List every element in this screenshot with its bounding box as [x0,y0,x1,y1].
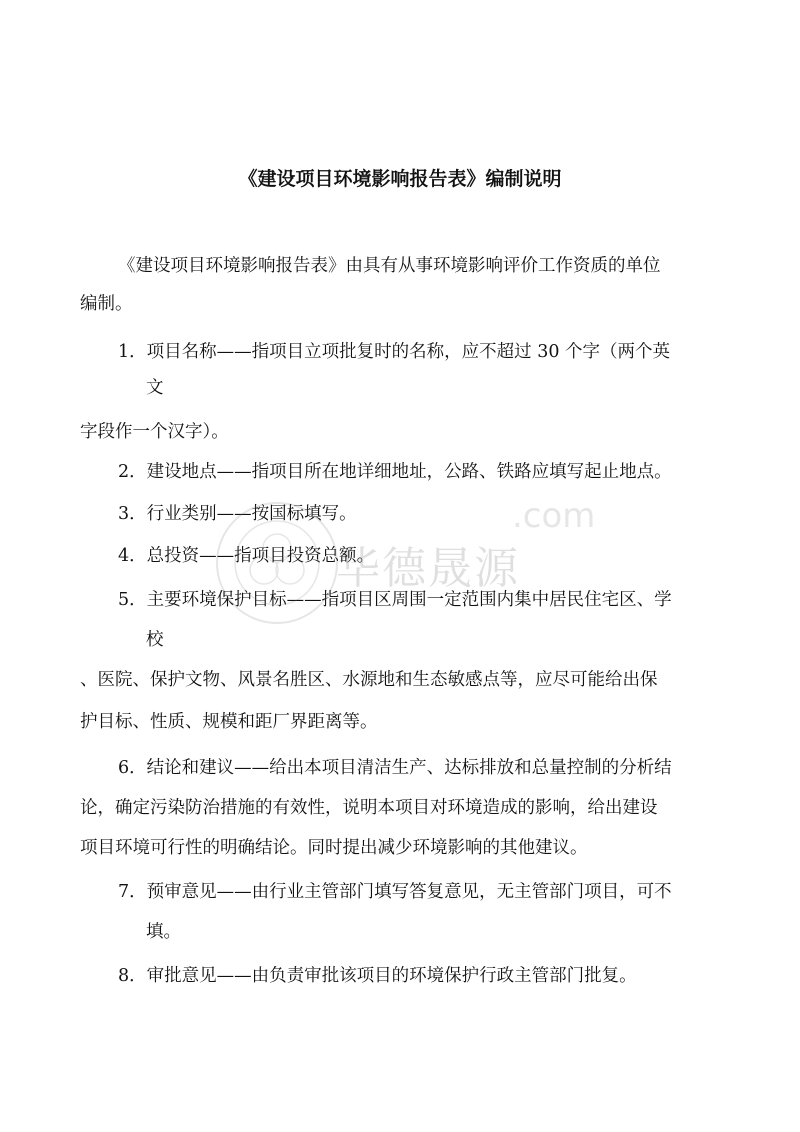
item-5-line-3: 、医院、保护文物、风景名胜区、水源地和生态敏感点等，应尽可能给出保 [80,670,658,690]
watermark [212,498,612,648]
item-1-line-1: 1．项目名称——指项目立项批复时的名称，应不超过 30 个字（两个英 [118,342,671,362]
page-title: 《建设项目环境影响报告表》编制说明 [238,168,562,190]
item-6-line-2: 论，确定污染防治措施的有效性，说明本项目对环境造成的影响，给出建设 [80,798,658,818]
item-1-line-3: 字段作一个汉字）。 [80,422,229,442]
item-5-line-4: 护目标、性质、规模和距厂界距离等。 [80,712,378,732]
item-5-line-2: 校 [146,630,164,650]
item-7-line-1: 7．预审意见——由行业主管部门填写答复意见，无主管部门项目，可不 [118,882,672,902]
item-8: 8．审批意见——由负责审批该项目的环境保护行政主管部门批复。 [118,966,637,986]
item-3: 3．行业类别——按国标填写。 [118,504,357,524]
item-6-line-1: 6．结论和建议——给出本项目清洁生产、达标排放和总量控制的分析结 [118,758,672,778]
item-5-line-1: 5．主要环境保护目标——指项目区周围一定范围内集中居民住宅区、学 [118,590,672,610]
item-6-line-3: 项目环境可行性的明确结论。同时提出减少环境影响的其他建议。 [80,838,588,858]
seal-icon [212,498,342,628]
item-1-line-2: 文 [146,378,164,398]
item-7-line-2: 填。 [146,922,181,942]
watermark-name: 华德晟源 [336,543,520,594]
intro-line-2: 编制。 [80,294,133,314]
item-4: 4．总投资——指项目投资总额。 [118,546,375,566]
intro-line-1: 《建设项目环境影响报告表》由具有从事环境影响评价工作资质的单位 [118,256,661,276]
item-2: 2．建设地点——指项目所在地详细地址，公路、铁路应填写起止地点。 [118,462,672,482]
watermark-url: .com [512,496,596,536]
